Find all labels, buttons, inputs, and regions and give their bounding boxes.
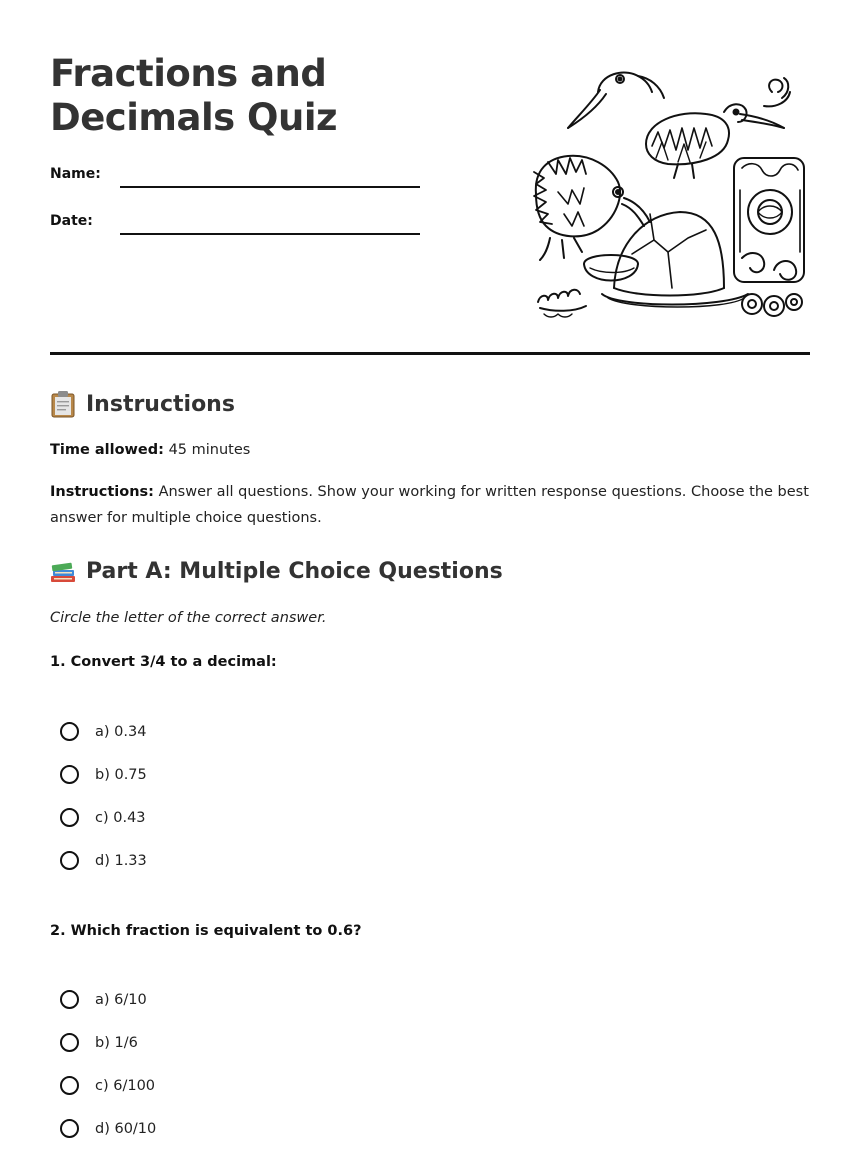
answer-option[interactable] — [60, 710, 147, 753]
instructions-heading — [50, 390, 235, 418]
answer-option[interactable] — [60, 839, 147, 882]
answer-option[interactable] — [60, 978, 156, 1021]
pattern-panel-right — [734, 158, 804, 282]
swirl-ornament-bottom — [742, 294, 802, 316]
answer-text: a) 0.34 — [95, 723, 147, 740]
name-field[interactable] — [50, 166, 420, 190]
question-1-options — [60, 710, 147, 882]
name-line[interactable] — [120, 186, 420, 188]
part-a-heading-text: Part A: Multiple Choice Questions — [86, 558, 503, 584]
answer-option[interactable] — [60, 1107, 156, 1150]
kiwi-body-middle — [646, 104, 784, 178]
time-allowed-label: Time allowed: — [50, 442, 164, 458]
part-a-note: Circle the letter of the correct answer. — [50, 610, 327, 626]
time-allowed-value: 45 minutes — [168, 442, 251, 458]
question-2: 2. Which fraction is equivalent to 0.6? — [50, 923, 362, 939]
time-allowed-line — [50, 437, 810, 463]
question-2-options — [60, 978, 156, 1150]
answer-option[interactable] — [60, 1064, 156, 1107]
quiz-page — [50, 0, 810, 1137]
answer-bubble[interactable] — [60, 1119, 79, 1138]
answer-text: c) 6/100 — [95, 1077, 156, 1094]
answer-text: b) 1/6 — [95, 1034, 138, 1051]
answer-bubble[interactable] — [60, 1076, 79, 1095]
clipboard-icon — [50, 390, 76, 418]
answer-bubble[interactable] — [60, 808, 79, 827]
answer-text: c) 0.43 — [95, 809, 146, 826]
answer-bubble[interactable] — [60, 851, 79, 870]
instructions-body: Answer all questions. Show your working for written response questions. Choose the best answer for multiple choice questions. — [50, 484, 809, 526]
name-label: Name: — [50, 166, 101, 182]
instructions-heading-text: Instructions — [86, 391, 235, 417]
answer-text: b) 0.75 — [95, 766, 147, 783]
answer-bubble[interactable] — [60, 1033, 79, 1052]
date-field[interactable] — [50, 213, 420, 237]
quiz-header — [50, 0, 810, 355]
answer-option[interactable] — [60, 1021, 156, 1064]
answer-bubble[interactable] — [60, 765, 79, 784]
answer-bubble[interactable] — [60, 990, 79, 1009]
answer-text: d) 60/10 — [95, 1120, 157, 1137]
page-title: Fractions and Decimals Quiz — [50, 52, 338, 139]
books-icon — [50, 557, 76, 585]
dessert-drawing — [602, 212, 748, 307]
answer-text: d) 1.33 — [95, 852, 147, 869]
instructions-text — [50, 479, 810, 531]
instructions-label: Instructions: — [50, 484, 154, 500]
answer-bubble[interactable] — [60, 722, 79, 741]
kiwi-head-top — [568, 73, 664, 128]
swirl-ornament-top — [764, 78, 790, 106]
bowl-drawing — [584, 255, 638, 281]
date-label: Date: — [50, 213, 93, 229]
answer-option[interactable] — [60, 796, 147, 839]
kiwi-large-left — [534, 156, 650, 260]
answer-option[interactable] — [60, 753, 147, 796]
kiwi-illustration — [528, 62, 810, 324]
answer-text: a) 6/10 — [95, 991, 147, 1008]
part-a-heading — [50, 557, 503, 585]
swirl-ornament-left — [538, 290, 586, 317]
question-1: 1. Convert 3/4 to a decimal: — [50, 654, 277, 670]
date-line[interactable] — [120, 233, 420, 235]
